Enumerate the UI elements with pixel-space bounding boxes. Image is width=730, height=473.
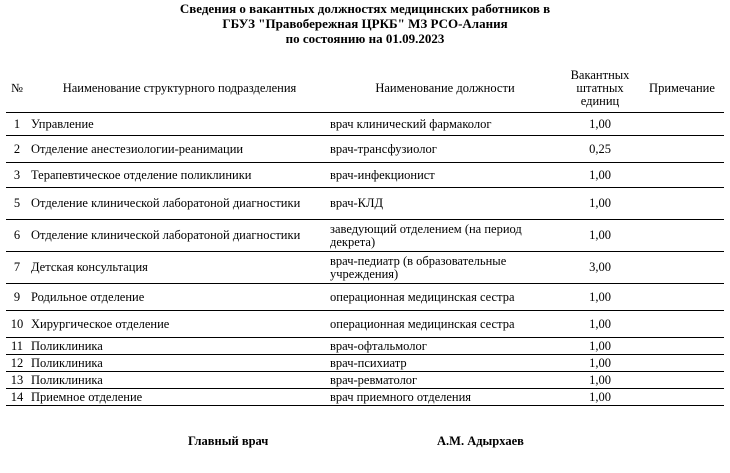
row-department: Поликлиника (28, 372, 328, 389)
table-body (6, 112, 724, 406)
row-number: 11 (6, 338, 28, 355)
table-row (6, 188, 724, 220)
row-number: 1 (6, 113, 28, 136)
row-position: операционная медицинская сестра (328, 311, 560, 338)
row-position: заведующий отделением (на период декрета) (328, 220, 560, 252)
row-position: врач-трансфузиолог (328, 136, 560, 163)
row-number: 12 (6, 355, 28, 372)
row-number: 13 (6, 372, 28, 389)
row-department: Отделение клинической лаборатоной диагностики (28, 188, 328, 220)
row-count: 1,00 (560, 355, 640, 372)
row-note (640, 136, 724, 163)
row-count: 1,00 (560, 188, 640, 220)
row-department: Приемное отделение (28, 389, 328, 406)
row-number: 14 (6, 389, 28, 406)
row-note (640, 355, 724, 372)
signature-role: Главный врач (188, 434, 269, 448)
row-note (640, 220, 724, 252)
row-department: Родильное отделение (28, 284, 328, 311)
row-department: Поликлиника (28, 355, 328, 372)
header-count-line-3: единиц (580, 93, 620, 108)
row-count: 3,00 (560, 252, 640, 284)
row-note (640, 389, 724, 406)
header-department: Наименование структурного подразделения (62, 80, 297, 95)
table-row (6, 284, 724, 311)
row-count: 1,00 (560, 389, 640, 406)
header-num: № (11, 80, 23, 95)
header-count-line-2: штатных (576, 80, 624, 95)
row-count: 1,00 (560, 338, 640, 355)
row-count: 1,00 (560, 284, 640, 311)
header-position: Наименование должности (375, 80, 515, 95)
row-number: 3 (6, 163, 28, 188)
signature-name: А.М. Адырхаев (437, 434, 524, 448)
row-note (640, 188, 724, 220)
row-department: Терапевтическое отделение поликлиники (28, 163, 328, 188)
row-count: 1,00 (560, 220, 640, 252)
table-row (6, 113, 724, 136)
row-department: Хирургическое отделение (28, 311, 328, 338)
row-number: 6 (6, 220, 28, 252)
row-position: врач-инфекционист (328, 163, 560, 188)
row-number: 9 (6, 284, 28, 311)
title-line-3: по состоянию на 01.09.2023 (285, 31, 445, 46)
document-title (0, 1, 730, 46)
row-department: Отделение клинической лаборатоной диагностики (28, 220, 328, 252)
header-count (560, 64, 640, 112)
row-count: 1,00 (560, 113, 640, 136)
row-note (640, 252, 724, 284)
row-note (640, 311, 724, 338)
vacancies-table (6, 64, 724, 406)
row-note (640, 163, 724, 188)
table-row (6, 252, 724, 284)
row-number: 5 (6, 188, 28, 220)
header-count-line-1: Вакантных (570, 67, 630, 82)
table-row (6, 311, 724, 338)
title-line-1: Сведения о вакантных должностях медицинских работников в (179, 1, 551, 16)
row-position: врач-психиатр (328, 355, 560, 372)
table-header (6, 64, 724, 112)
row-note (640, 113, 724, 136)
table-row (6, 163, 724, 188)
row-department: Управление (28, 113, 328, 136)
table-row (6, 136, 724, 163)
row-position: врач-офтальмолог (328, 338, 560, 355)
header-note: Примечание (649, 80, 715, 95)
row-position: врач-КЛД (328, 188, 560, 220)
row-count: 1,00 (560, 372, 640, 389)
row-note (640, 372, 724, 389)
row-department: Отделение анестезиологии-реанимации (28, 136, 328, 163)
row-count: 1,00 (560, 163, 640, 188)
row-count: 1,00 (560, 311, 640, 338)
row-department: Поликлиника (28, 338, 328, 355)
row-position: операционная медицинская сестра (328, 284, 560, 311)
table-row (6, 220, 724, 252)
row-position: врач-ревматолог (328, 372, 560, 389)
row-note (640, 338, 724, 355)
row-position: врач клинический фармаколог (328, 113, 560, 136)
table-row (6, 338, 724, 355)
title-line-2: ГБУЗ "Правобережная ЦРКБ" МЗ РСО-Алания (222, 16, 508, 31)
row-number: 7 (6, 252, 28, 284)
table-row (6, 389, 724, 406)
row-department: Детская консультация (28, 252, 328, 284)
row-position: врач-педиатр (в образовательные учреждения) (328, 252, 560, 284)
table-row (6, 372, 724, 389)
row-number: 2 (6, 136, 28, 163)
row-count: 0,25 (560, 136, 640, 163)
row-number: 10 (6, 311, 28, 338)
row-position: врач приемного отделения (328, 389, 560, 406)
table-row (6, 355, 724, 372)
row-note (640, 284, 724, 311)
